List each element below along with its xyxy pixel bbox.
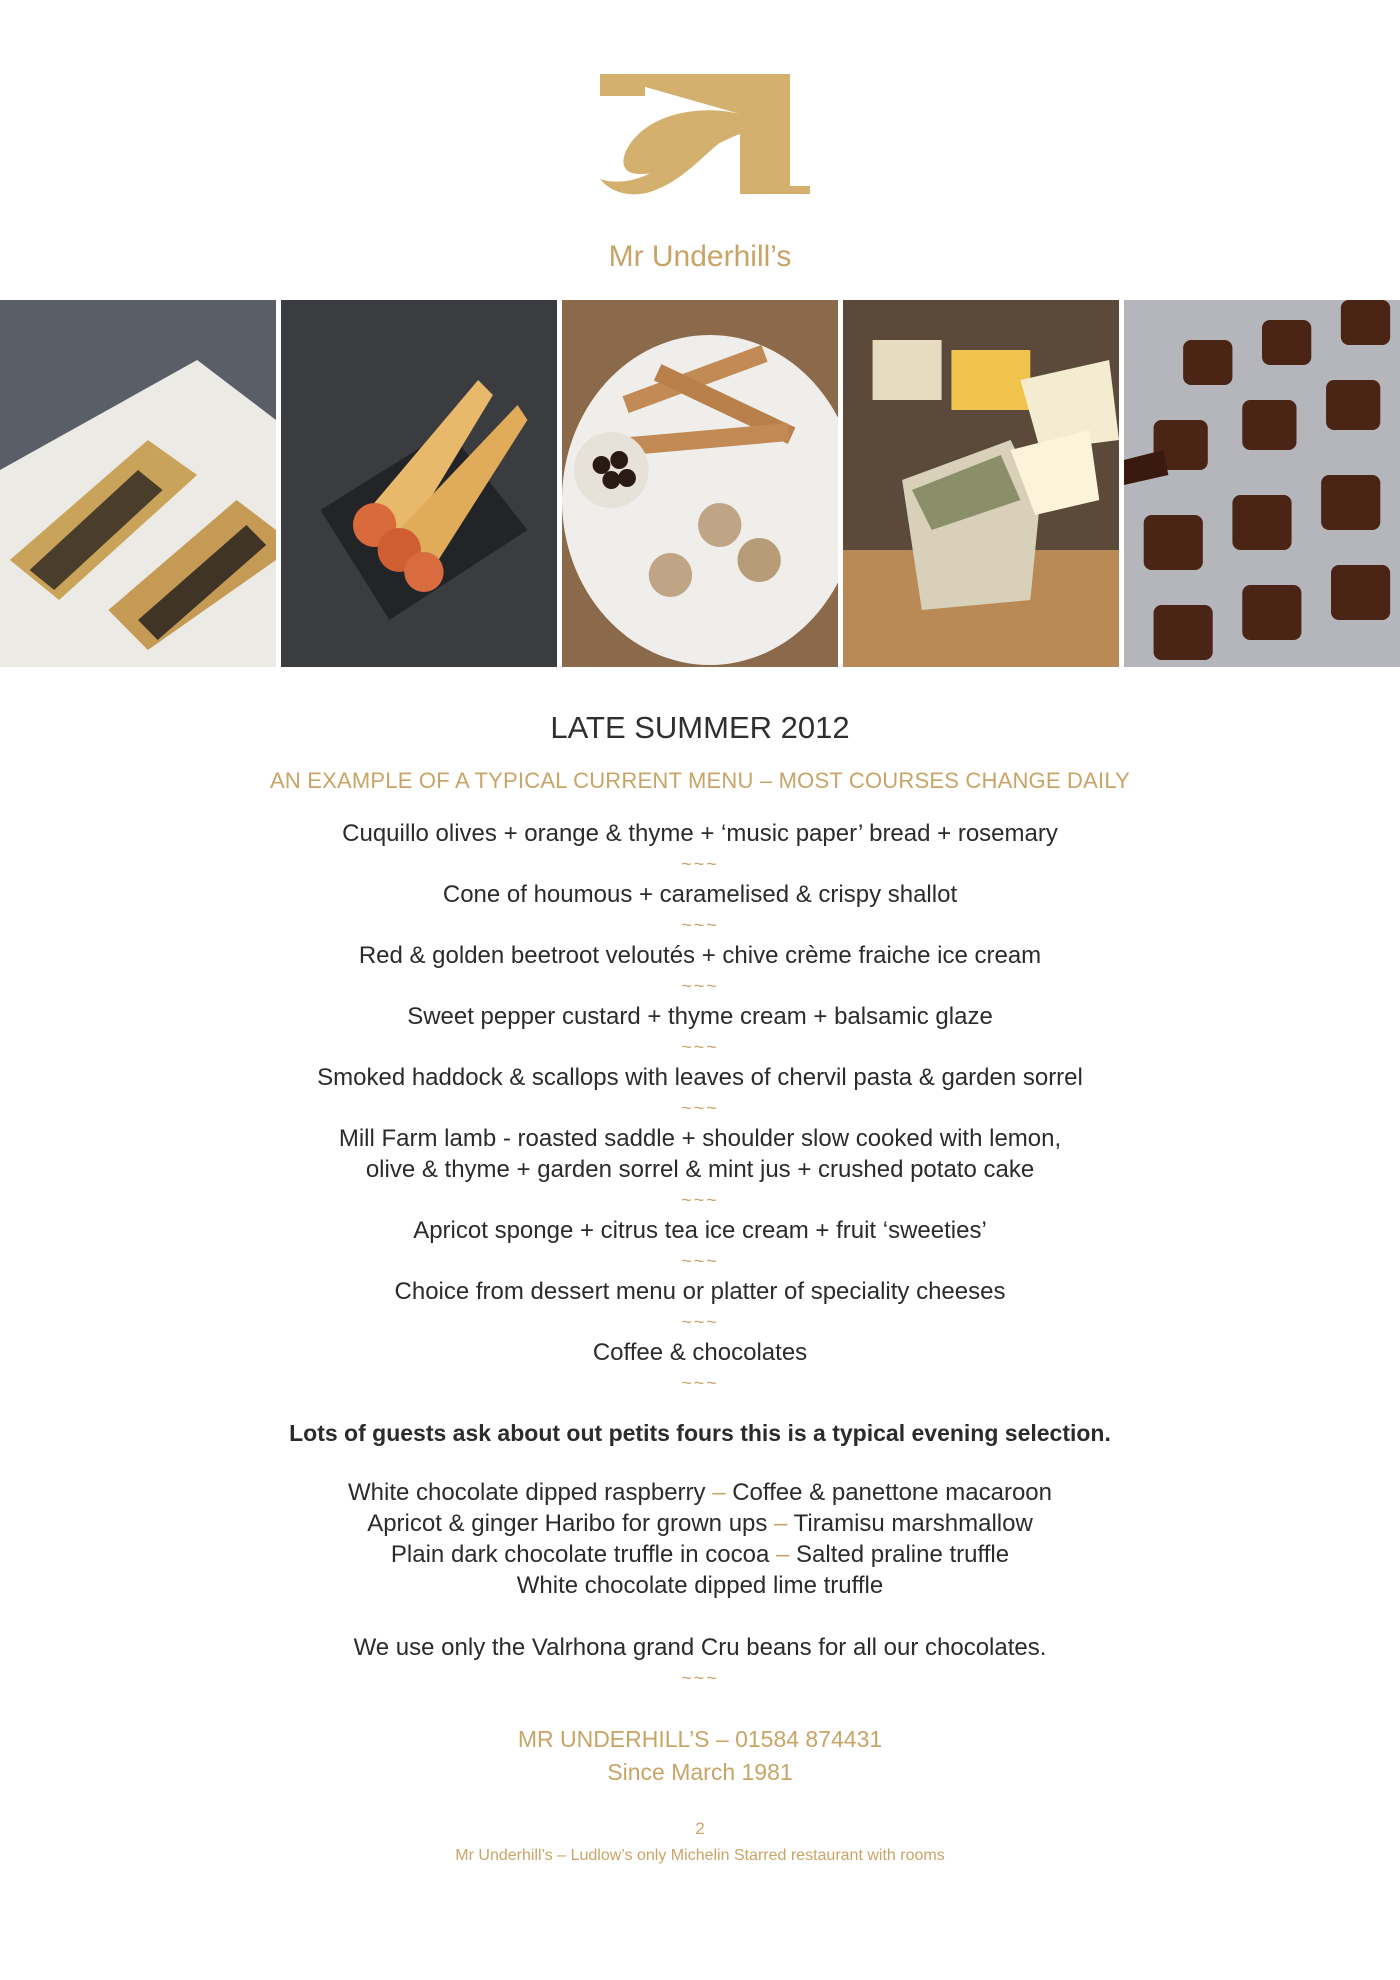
petit-four-item: Tiramisu marshmallow bbox=[793, 1510, 1033, 1537]
photo-strip bbox=[0, 300, 1400, 667]
course-line: Sweet pepper custard + thyme cream + balsamic glaze bbox=[407, 1003, 993, 1030]
course-line: Cuquillo olives + orange & thyme + ‘music paper’ bread + rosemary bbox=[342, 820, 1058, 847]
course-line: Choice from dessert menu or platter of speciality cheeses bbox=[394, 1278, 1006, 1305]
separator: ~~~ bbox=[681, 1098, 719, 1118]
salmon-cones-photo bbox=[281, 300, 557, 667]
petit-four-item: Plain dark chocolate truffle in cocoa bbox=[390, 1541, 770, 1568]
petit-four-item: White chocolate dipped raspberry bbox=[348, 1479, 706, 1506]
petit-four-item: Coffee & panettone macaroon bbox=[732, 1479, 1052, 1506]
separator: ~~~ bbox=[681, 1668, 719, 1688]
course-line: Smoked haddock & scallops with leaves of chervil pasta & garden sorrel bbox=[317, 1064, 1083, 1091]
separator: ~~~ bbox=[681, 915, 719, 935]
dash-separator: – bbox=[767, 1510, 794, 1537]
petit-four-item: Salted praline truffle bbox=[796, 1541, 1010, 1568]
petit-four-line bbox=[0, 1539, 1400, 1570]
course-list bbox=[0, 818, 1400, 1398]
course-line: Coffee & chocolates bbox=[592, 1339, 808, 1366]
separator: ~~~ bbox=[681, 1037, 719, 1057]
petit-four-item: White chocolate dipped lime truffle bbox=[516, 1572, 884, 1599]
chocolates-photo bbox=[1124, 300, 1400, 667]
course-line: Cone of houmous + caramelised & crispy shallot bbox=[442, 881, 958, 908]
course-line: Mill Farm lamb - roasted saddle + shoulder slow cooked with lemon, bbox=[338, 1125, 1062, 1152]
contact-phone: MR UNDERHILL’S – 01584 874431 bbox=[517, 1726, 883, 1752]
dash-separator: – bbox=[769, 1541, 797, 1568]
separator: ~~~ bbox=[681, 976, 719, 996]
underhills-monogram-icon bbox=[590, 74, 810, 214]
separator: ~~~ bbox=[681, 1373, 719, 1393]
separator: ~~~ bbox=[681, 1251, 719, 1271]
petits-fours-list bbox=[0, 1477, 1400, 1601]
contact-block bbox=[0, 1723, 1400, 1789]
course-line: olive & thyme + garden sorrel & mint jus + crushed potato cake bbox=[365, 1156, 1035, 1183]
cheese-basket-photo bbox=[843, 300, 1119, 667]
menu-content bbox=[0, 710, 1400, 1865]
separator: ~~~ bbox=[681, 1312, 719, 1332]
restaurant-name: Mr Underhill’s bbox=[608, 240, 792, 273]
contact-since: Since March 1981 bbox=[607, 1759, 793, 1785]
valrhona-note: We use only the Valrhona grand Cru beans for all our chocolates. bbox=[353, 1634, 1047, 1661]
petit-four-line bbox=[0, 1477, 1400, 1508]
separator: ~~~ bbox=[681, 854, 719, 874]
course-line: Red & golden beetroot veloutés + chive crème fraiche ice cream bbox=[358, 942, 1042, 969]
petits-fours-intro: Lots of guests ask about out petits fours this is a typical evening selection. bbox=[289, 1420, 1111, 1446]
course-line: Apricot sponge + citrus tea ice cream + fruit ‘sweeties’ bbox=[413, 1217, 987, 1244]
petit-four-item: Apricot & ginger Haribo for grown ups bbox=[367, 1510, 768, 1537]
separator: ~~~ bbox=[681, 1190, 719, 1210]
filo-rolls-photo bbox=[0, 300, 276, 667]
menu-title: LATE SUMMER 2012 bbox=[550, 710, 850, 745]
menu-subtitle: AN EXAMPLE OF A TYPICAL CURRENT MENU – MOST COURSES CHANGE DAILY bbox=[270, 768, 1130, 793]
page-number: 2 bbox=[695, 1819, 705, 1838]
dash-separator: – bbox=[705, 1479, 733, 1506]
petit-four-line bbox=[0, 1508, 1400, 1539]
footer-tagline: Mr Underhill’s – Ludlow’s only Michelin Starred restaurant with rooms bbox=[455, 1847, 945, 1864]
petit-four-line bbox=[0, 1570, 1400, 1601]
olives-breadsticks-photo bbox=[562, 300, 838, 667]
